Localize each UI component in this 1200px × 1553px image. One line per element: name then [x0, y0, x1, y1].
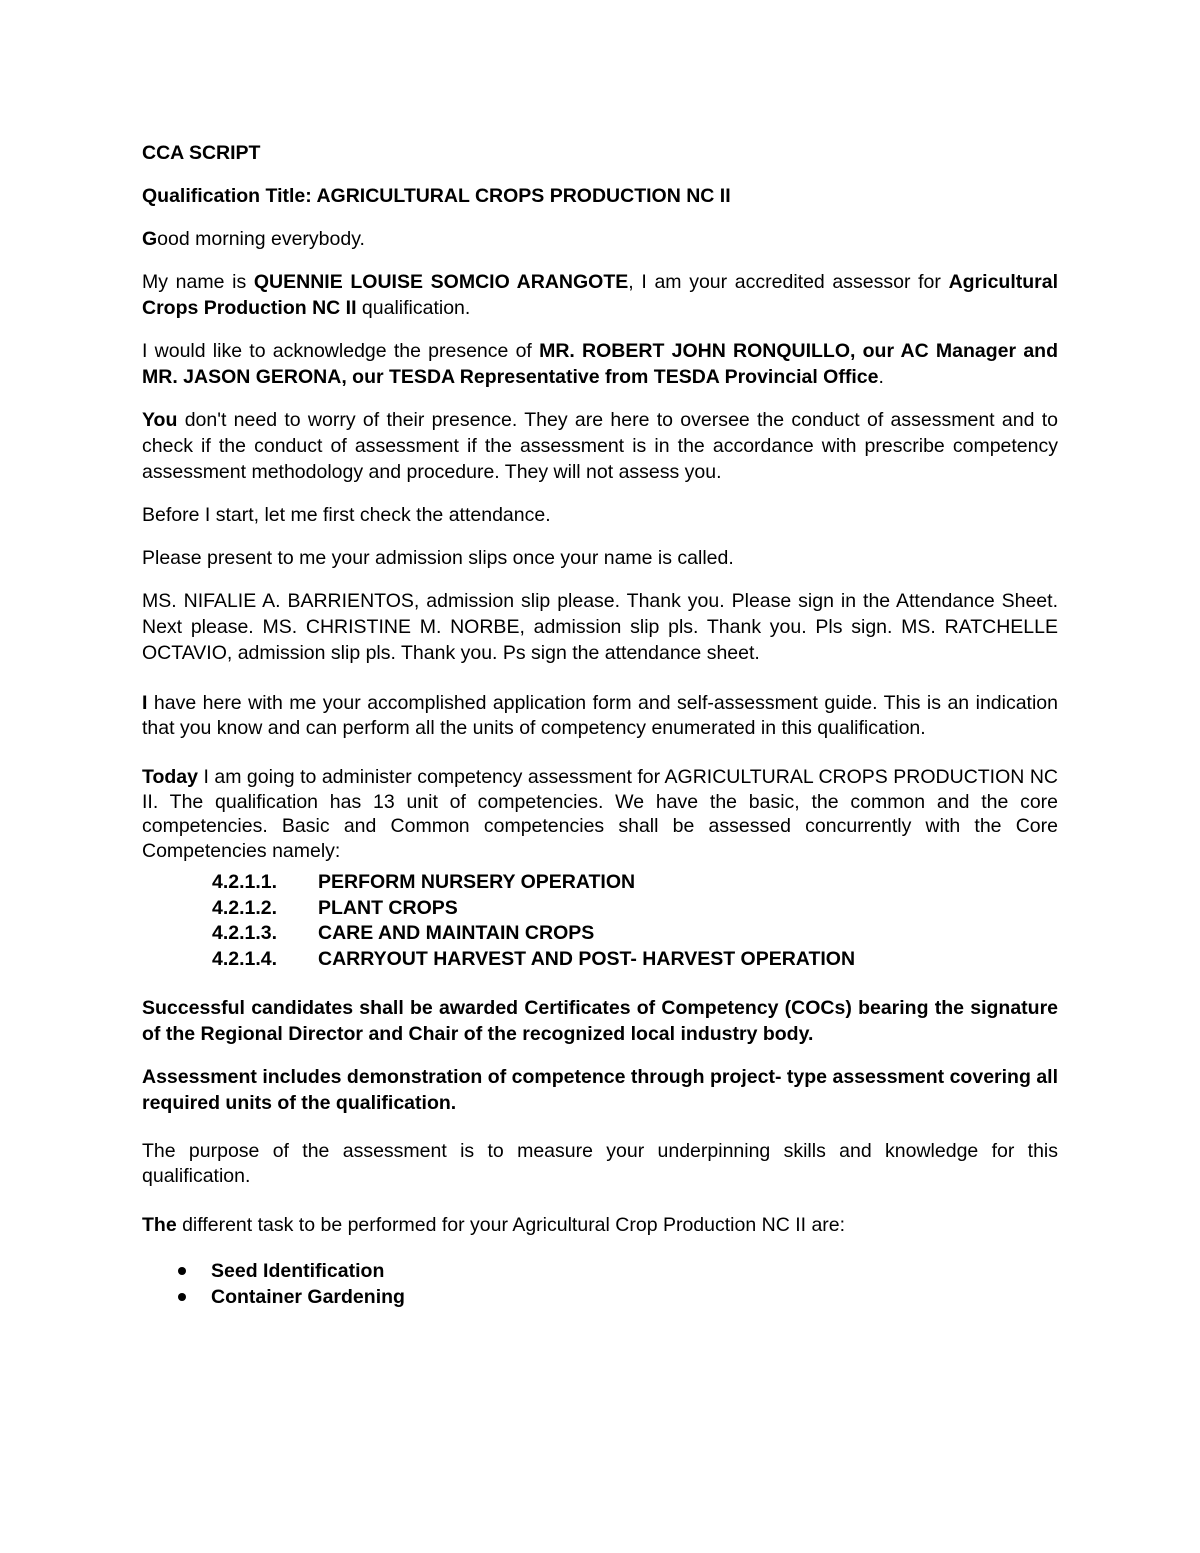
assessment-includes-text: Assessment includes demonstration of competence through project- type assessment covering all required units of the qualification.	[142, 1066, 1058, 1114]
competency-number: 4.2.1.4.	[212, 947, 278, 970]
qualification-title	[142, 183, 1058, 209]
intro-text-c: qualification.	[356, 297, 471, 319]
list-item	[212, 921, 1058, 947]
competency-number: 4.2.1.3.	[212, 922, 278, 944]
accomplished-paragraph	[142, 691, 1058, 740]
list-item	[212, 870, 1058, 896]
worry-text: don't need to worry of their presence. They are here to oversee the conduct of assessment and to check if the conduct of assessment if the assessment is in the accordance with prescribe competency assessment methodology and procedure. They will not assess you.	[142, 409, 1058, 483]
greeting-text: ood morning everybody.	[157, 228, 365, 250]
list-item	[212, 947, 1058, 973]
accomplished-text: have here with me your accomplished application form and self-assessment guide. This is an indication that you know and can perform all the units of competency enumerated in this qualification.	[142, 692, 1058, 739]
tasks-text: different task to be performed for your Agricultural Crop Production NC II are:	[176, 1214, 846, 1236]
intro-text-a: My name is	[142, 271, 254, 293]
greeting	[142, 226, 1058, 252]
intro-text-b: , I am your accredited assessor for	[628, 271, 949, 293]
competency-label: CARRYOUT HARVEST AND POST- HARVEST OPERATION	[318, 947, 856, 970]
acknowledge-text-a: I would like to acknowledge the presence of	[142, 340, 540, 362]
list-item	[212, 896, 1058, 922]
tasks-paragraph	[142, 1212, 1058, 1238]
acknowledge-paragraph	[142, 338, 1058, 390]
competency-label: PERFORM NURSERY OPERATION	[318, 871, 636, 893]
today-paragraph	[142, 765, 1058, 863]
list-item	[178, 1258, 1058, 1284]
bullet-icon	[178, 1293, 186, 1301]
core-competency-list	[212, 870, 1058, 972]
competency-number: 4.2.1.1.	[212, 871, 278, 893]
intro-paragraph	[142, 269, 1058, 321]
accomplished-bold: I	[142, 692, 148, 714]
roll-call-paragraph: MS. NIFALIE A. BARRIENTOS, admission slip please. Thank you. Please sign in the Attendance Sheet. Next please. MS. CHRISTINE M. NORBE, admission slip pls. Thank you. Pls sign. MS. RATCHELLE OCTAVIO, admission slip pls. Thank you. Ps sign the attendance sheet.	[142, 590, 1058, 664]
today-bold: Today	[142, 766, 198, 788]
today-text: I am going to administer competency assessment for AGRICULTURAL CROPS PRODUCTION NC II. The qualification has 13 unit of competencies. We have the basic, the common and the core competencies. Basic and Common competencies shall be assessed concurrently with the Core Competencies namely:	[142, 766, 1058, 862]
competency-label: PLANT CROPS	[318, 896, 458, 919]
task-label: Seed Identification	[211, 1260, 385, 1282]
successful-text: Successful candidates shall be awarded Certificates of Competency (COCs) bearing the signature of the Regional Director and Chair of the recognized local industry body.	[142, 997, 1058, 1045]
attendance-paragraph: Before I start, let me first check the attendance.	[142, 504, 551, 526]
worry-paragraph	[142, 407, 1058, 485]
slips-paragraph: Please present to me your admission slips once your name is called.	[142, 547, 734, 569]
competency-label: CARE AND MAINTAIN CROPS	[318, 922, 595, 944]
qualification-value: AGRICULTURAL CROPS PRODUCTION NC II	[316, 185, 731, 207]
competency-number: 4.2.1.2.	[212, 896, 278, 919]
document-heading: CCA SCRIPT	[142, 142, 261, 164]
assessor-name: QUENNIE LOUISE SOMCIO ARANGOTE	[253, 271, 629, 293]
greeting-initial: G	[142, 228, 158, 250]
assessment-includes-paragraph	[142, 1064, 1058, 1116]
task-list	[178, 1258, 1058, 1310]
acknowledged-officials: MR. ROBERT JOHN RONQUILLO, our AC Manager and MR. JASON GERONA, our TESDA Representative from TESDA Provincial Office	[142, 340, 1058, 388]
task-label: Container Gardening	[211, 1286, 405, 1308]
qualification-label: Qualification Title:	[142, 185, 317, 207]
list-item	[178, 1284, 1058, 1310]
worry-bold: You	[142, 409, 178, 431]
qualification-name: Agricultural Crops Production NC II	[142, 271, 1058, 319]
successful-paragraph	[142, 995, 1058, 1047]
document-body	[142, 140, 1058, 1310]
tasks-bold: The	[142, 1214, 177, 1236]
acknowledge-text-c: .	[878, 366, 884, 388]
bullet-icon	[178, 1267, 186, 1275]
purpose-paragraph: The purpose of the assessment is to measure your underpinning skills and knowledge for this qualification.	[142, 1140, 1058, 1187]
